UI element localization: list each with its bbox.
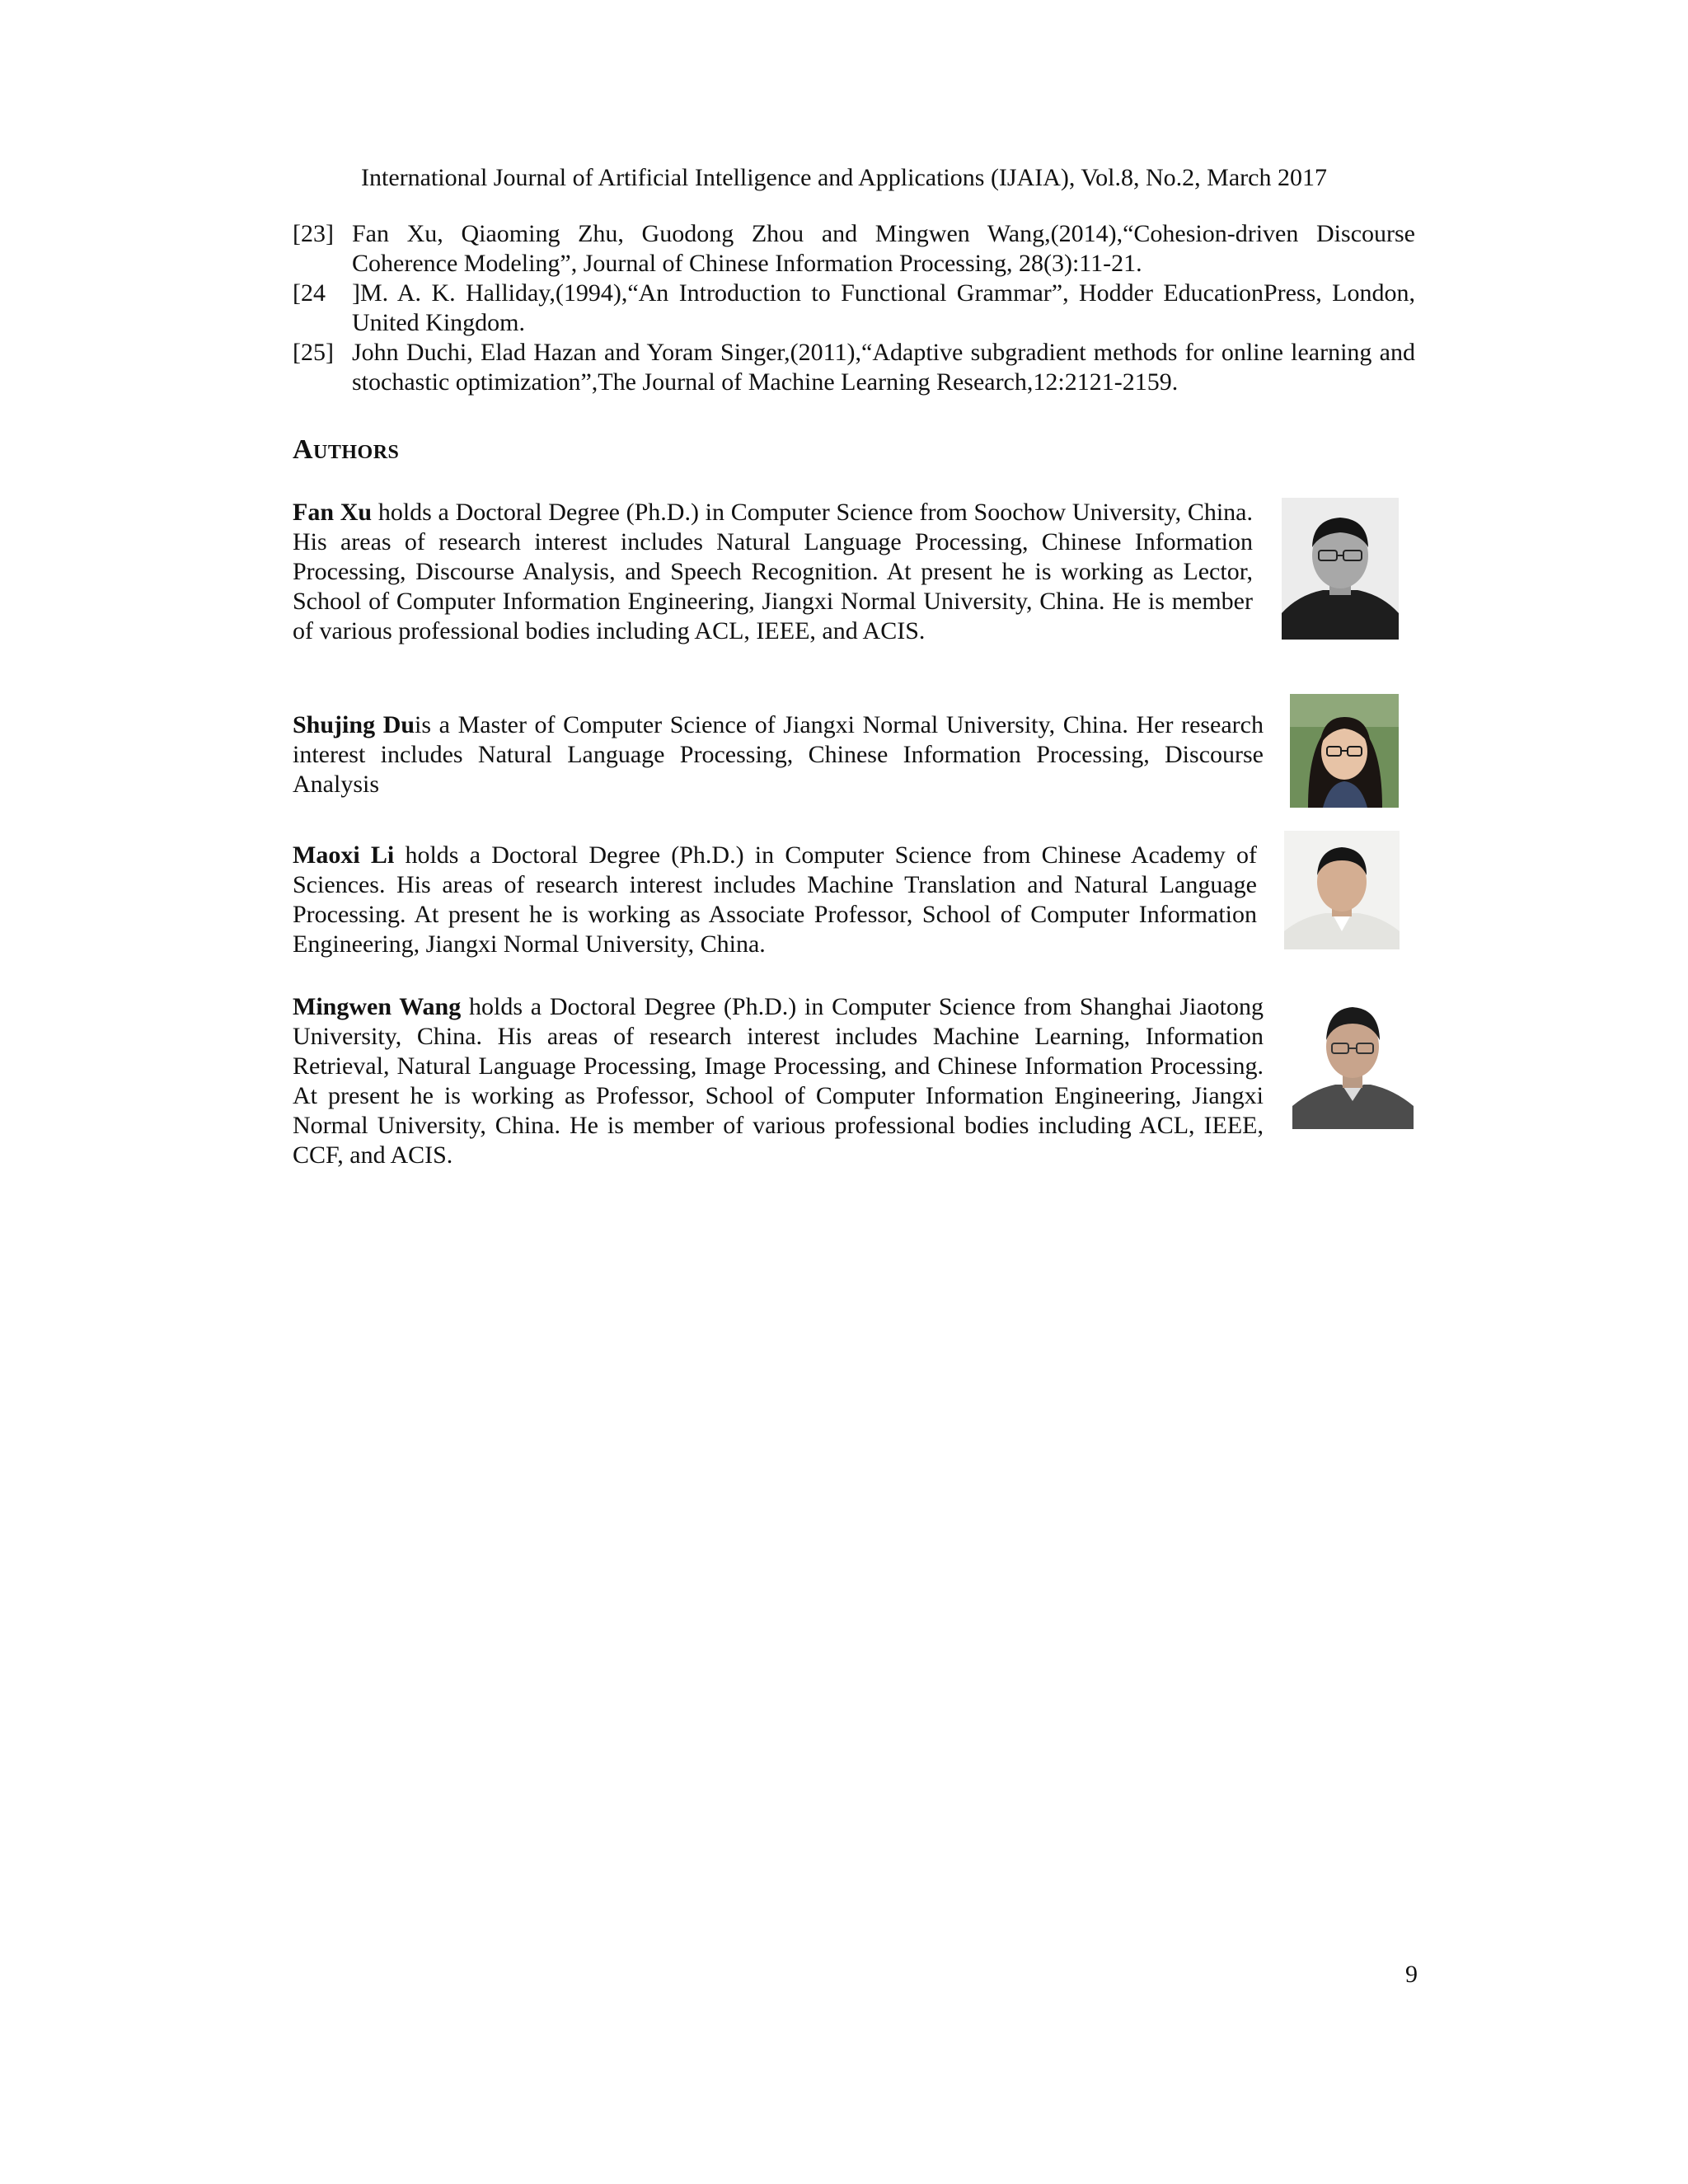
author-photo bbox=[1292, 992, 1414, 1129]
author-block-maoxi-li bbox=[293, 841, 1415, 972]
author-photo bbox=[1290, 694, 1399, 808]
author-block-fan-xu bbox=[293, 498, 1415, 679]
reference-number: [23] bbox=[293, 220, 334, 247]
running-header: International Journal of Artificial Intelligence and Applications (IJAIA), Vol.8, No.2, March 2017 bbox=[361, 164, 1327, 191]
portrait-icon bbox=[1292, 992, 1414, 1129]
author-name: Fan Xu bbox=[293, 499, 373, 526]
reference-number: [25] bbox=[293, 339, 334, 366]
author-name: Mingwen Wang bbox=[293, 993, 462, 1020]
author-bio bbox=[293, 710, 1264, 799]
author-bio-text: is a Master of Computer Science of Jiangxi Normal University, China. Her research interest includes Natural Language Processing, Chinese Information Processing, Discourse Analysis bbox=[293, 711, 1264, 798]
author-photo bbox=[1282, 498, 1399, 640]
author-block-shujing-du bbox=[293, 710, 1415, 826]
reference-list bbox=[293, 219, 1415, 397]
reference-text: Fan Xu, Qiaoming Zhu, Guodong Zhou and Mingwen Wang,(2014),“Cohesion-driven Discourse Coherence Modeling”, Journal of Chinese Information Processing, 28(3):11-21. bbox=[352, 220, 1415, 277]
author-bio bbox=[293, 841, 1257, 959]
portrait-icon bbox=[1282, 498, 1399, 640]
author-bio-text: holds a Doctoral Degree (Ph.D.) in Computer Science from Chinese Academy of Sciences. His areas of research interest includes Machine Translation and Natural Language Processing. At present he is working as Associate Professor, School of Computer Information Engineering, Jiangxi Normal University, China. bbox=[293, 841, 1258, 958]
author-block-mingwen-wang bbox=[293, 992, 1415, 1190]
author-name: Shujing Du bbox=[293, 711, 415, 738]
page-number: 9 bbox=[1405, 1961, 1418, 1988]
portrait-icon bbox=[1290, 694, 1399, 808]
author-photo bbox=[1284, 831, 1400, 949]
reference-number: [24 bbox=[293, 279, 326, 307]
portrait-icon bbox=[1284, 831, 1400, 949]
author-bio bbox=[293, 992, 1264, 1170]
reference-item bbox=[293, 338, 1415, 397]
reference-item bbox=[293, 219, 1415, 279]
author-name: Maoxi Li bbox=[293, 841, 395, 869]
author-bio-text: holds a Doctoral Degree (Ph.D.) in Computer Science from Soochow University, China. His areas of research interest includes Natural Language Processing, Chinese Information Processing, Discourse Analysis, and Speech Recognition. At present he is working as Lector, School of Computer Information Engineering, Jiangxi Normal University, China. He is member of various professional bodies including ACL, IEEE, and ACIS. bbox=[293, 499, 1253, 644]
reference-item bbox=[293, 279, 1415, 338]
reference-text: ]M. A. K. Halliday,(1994),“An Introduction to Functional Grammar”, Hodder EducationPress, London, United Kingdom. bbox=[352, 279, 1415, 336]
authors-heading: Authors bbox=[293, 434, 400, 465]
author-bio bbox=[293, 498, 1253, 646]
author-bio-text: holds a Doctoral Degree (Ph.D.) in Computer Science from Shanghai Jiaotong University, China. His areas of research interest includes Machine Learning, Information Retrieval, Natural Language Processing, Image Processing, and Chinese Information Processing. At present he is working as Professor, School of Computer Information Engineering, Jiangxi Normal University, China. He is member of various professional bodies including ACL, IEEE, CCF, and ACIS. bbox=[293, 993, 1264, 1169]
reference-text: John Duchi, Elad Hazan and Yoram Singer,(2011),“Adaptive subgradient methods for online learning and stochastic optimization”,The Journal of Machine Learning Research,12:2121-2159. bbox=[352, 339, 1415, 396]
